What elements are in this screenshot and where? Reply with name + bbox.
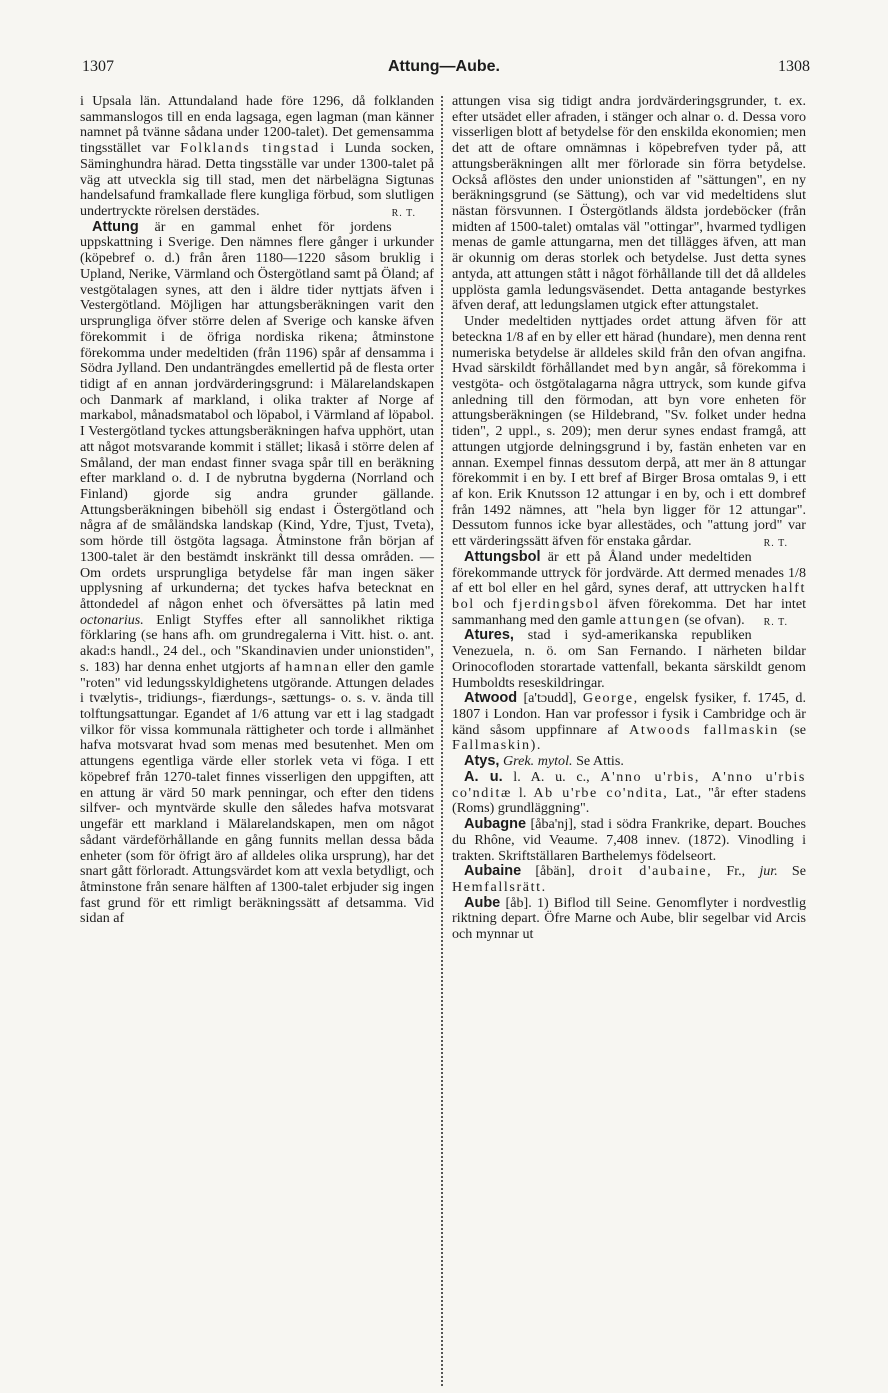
entry-au: A. u. l. A. u. c., A'nno u'rbis, A'nno u'rbis co'nditæ l. Ab u'rbe co'ndita, Lat., "år efter stadens (Roms) grundläggning". (452, 768, 806, 817)
entry-atys: Atys, Grek. mytol. Se Attis. (464, 753, 624, 770)
headword: Atwood (464, 690, 518, 707)
page-header (78, 58, 810, 84)
attundaland-continuation: i Upsala län. Attundaland hade före 1296, då folklanden sammanslogos till en enda lagsaga, egen lagman (man känner namnet på tvänne sådana under 1200-talet). Det gemensamma tingsstället var Folklands tingstad i Lunda socken, Säminghundra härad. Detta tingsställe var under 1300-talet på väg att utveckla sig till stad, men det närbelägna Sigtunas handelsafund framkallade flere kungliga förbud, som slutligen undertryckte rörelsen derstädes. R. T. (80, 94, 434, 220)
left-column (80, 94, 434, 927)
headword: Atys, (464, 753, 500, 770)
right-column (452, 94, 806, 943)
headword: Attung (92, 218, 139, 235)
attung-medieval-paragraph: Under medeltiden nyttjades ordet attung äfven för att beteckna 1/8 af en by eller ett härad (hundare), men denna rent numeriska betydelse är alldeles skild från den ofvan angifna. Hvad särskildt förhållandet med byn angår, så förekomma i vestgöta- och östgötalagarna några uttryck, som kunde gifva anledning till den förmodan, att byn vore enheten för attungsberäkningen (se Hildebrand, "Sv. folket under hedna tiden", 2 uppl., s. 209); men derur synes endast framgå, att attungen utgjorde delningsgrund i by, fastän enheten var en annan. Exempel finnas dessutom derpå, att mer än 8 attungar förekommit i en by. I ett bref af Birger Brosa omtalas 9, i ett af kon. Erik Knutsson 12 attungar i en by, och i ett dombref från 1492 nämnes, att "hela byn ligger för 12 attungar". Dessutom funnos icke byar allestädes, och "attung jord" var ett värderingssätt äfven för enstaka gårdar. R. T. (452, 314, 806, 550)
page-number-right: 1308 (778, 58, 810, 75)
headword: Attungsbol (464, 548, 541, 565)
entry-attung: Attung är en gammal enhet för jordens uppskattning i Sverige. Den nämnes flere gånger i urkunder (köpebref o. d.) från åren 1180—1220 såsom bruklig i Upland, Nerike, Värmland och Östergötland samt på Öland; af vestgötalagen synes, att den i äldre tider nyttjats äfven i Vestergötland. Möjligen har attungsberäkningen varit den ursprungliga öfver större delen af Sverige och kanske äfven förekommit i de öfriga nordiska rikena; åtminstone förekomma under medeltiden (från 1196) spår af densamma i Södra Jylland. Den undanträngdes emellertid på de flesta orter tidigt af en annan jordvärderingsgrund: i Mälarelandskapen och Danmark af markland, i olika trakter af Norge af markabol, månadsmatabol och löpabol, i Värmland af löpabol. I Vestergötland tyckes attungsberäkningen hafva upphört, utan att något motsvarande kommit i stället; likaså i större delen af Småland, der man endast finner svaga spår till en beräkning efter markland o. d. I de nybrutna bygderna (Norrland och Finland) gjorde sig andra grunder gällande. Attungsberäkningen bibehöll sig endast i Östergötland och några af de småländska landskap (Kind, Ydre, Tjust, Tveta), som hörde till östgöta lagsaga. Åtminstone från början af 1300-talet är den bestämdt inskränkt till dessa områden. — Om ordets ursprungliga betydelse får man ingen säker upplysning af urkunderna; det tyckes hafva betecknat en åttondedel af någon enhet och öfversättes på latin med octonarius. Enligt Styffes efter all sannolikhet riktiga förklaring (se hans afh. om grundregalerna i Vitt. hist. o. ant. akad:s handl., 24 del., och "Skandinavien under unionstiden", s. 183) har denna enhet utgjorts af hamnan eller den gamle "roten" vid ledungsskyldighetens utgörande. Attungen delades i tvælytis-, tridiungs-, fiærdungs-, sættungs- o. s. v. ända till tolftungsattungar. Egandet af 1/6 attung var ett i lag stadgadt vilkor för vissa kommunala rättigheter och torde i allmänhet hafva motsvarat hvad som menas med besutenhet. Men om attungens egentliga värde eller storlek veta vi föga. I ett köpebref från 1270-talet finnes visserligen den uppgiften, att en attung är värd 50 mark penningar, och efter den tidens silfver- och myntvärde skulle den således hafva motsvarat ungefär ett markland i Mälarelandskapen, men om något sådant värdeförhållande en gång funnits mellan dessa båda enheter (som för öfrigt äro af alldeles olika ursprung), har det snart gått förloradt. Attungsvärdet kom att vexla betydligt, och åtminstone från senare hälften af 1300-talet erbjuder sig ingen fast grund för ett rimligt beräkningssätt af detsamma. Vid sidan af (80, 218, 434, 927)
headword: Aube (464, 894, 501, 911)
headword: Aubaine (464, 863, 522, 880)
entry-atures: Atures, stad i syd-amerikanska republiken Venezuela, n. ö. om San Fernando. I närheten bildar Orinocofloden storartade vattenfall, bekanta särskildt genom Humboldts reseskildringar. (452, 627, 806, 691)
entry-aubaine: Aubaine [åbän], droit d'aubaine, Fr., jur. Se Hemfallsrätt. (452, 863, 806, 895)
author-signature: R. T. (391, 208, 416, 220)
attung-continuation: attungen visa sig tidigt andra jordvärderingsgrunder, t. ex. efter utsädet eller afraden, i stänger och alnar o. d. Dessa voro visserligen blott af betydelse för den enskilda ekonomien; men det att de oftare omnämnas i köpebrefven tyder på, att attungsberäkningen allt mer förlorade sin förra betydelse. Också aflöstes den under unionstiden af "sättungen", en ny beräkningsgrund (se Sättung), och var vid medeltidens slut nästan försvunnen. I Östergötlands äldsta jordeböcker (från midten af 1500-talet) omtalas väl "ottingar", hvarmed tydligen menas de gamle attungarna, men det tillägges äfven, att man är okunnig om deras storlek och betydelse. Just detta synes antyda, att attungen stått i något förhållande till det då alldeles upplösta gamla ledungsväsendet. Detta antagande bestyrkes äfven deraf, att ledungslamen utgick efter attungstalet. (452, 93, 806, 314)
running-title: Attung—Aube. (388, 58, 500, 75)
entry-atwood: Atwood [a'tɔudd], George, engelsk fysiker, f. 1745, d. 1807 i London. Han var professor i fysik i Cambridge och är känd såsom uppfinnare af Atwoods fallmaskin (se Fallmaskin). (452, 690, 806, 754)
entry-attungsbol: Attungsbol är ett på Åland under medeltiden förekommande uttryck för jordvärde. Att dermed menades 1/8 af ett bol eller en hel gård, synes deraf, att uttrycken halft bol och fjerdingsbol äfven förekomma. Det har intet sammanhang med den gamle attungen (se ofvan). R. T. (452, 550, 806, 629)
author-signature: R. T. (763, 538, 788, 550)
entry-aubagne: Aubagne [åba'nj], stad i södra Frankrike, depart. Bouches du Rhône, vid Veaume. 7,408 innev. (1872). Vinodling i trakten. Skriftställaren Barthelemys födelseort. (452, 816, 806, 864)
headword: A. u. (464, 768, 503, 785)
headword: Aubagne (464, 816, 527, 833)
author-signature: R. T. (763, 616, 788, 628)
entry-aube: Aube [åb]. 1) Biflod till Seine. Genomflyter i nordvestlig riktning depart. Öfre Marne och Aube, blir segelbar vid Arcis och mynnar ut (452, 894, 806, 943)
page-number-left: 1307 (82, 58, 114, 75)
headword: Atures, (464, 627, 514, 644)
column-divider (441, 96, 443, 1386)
